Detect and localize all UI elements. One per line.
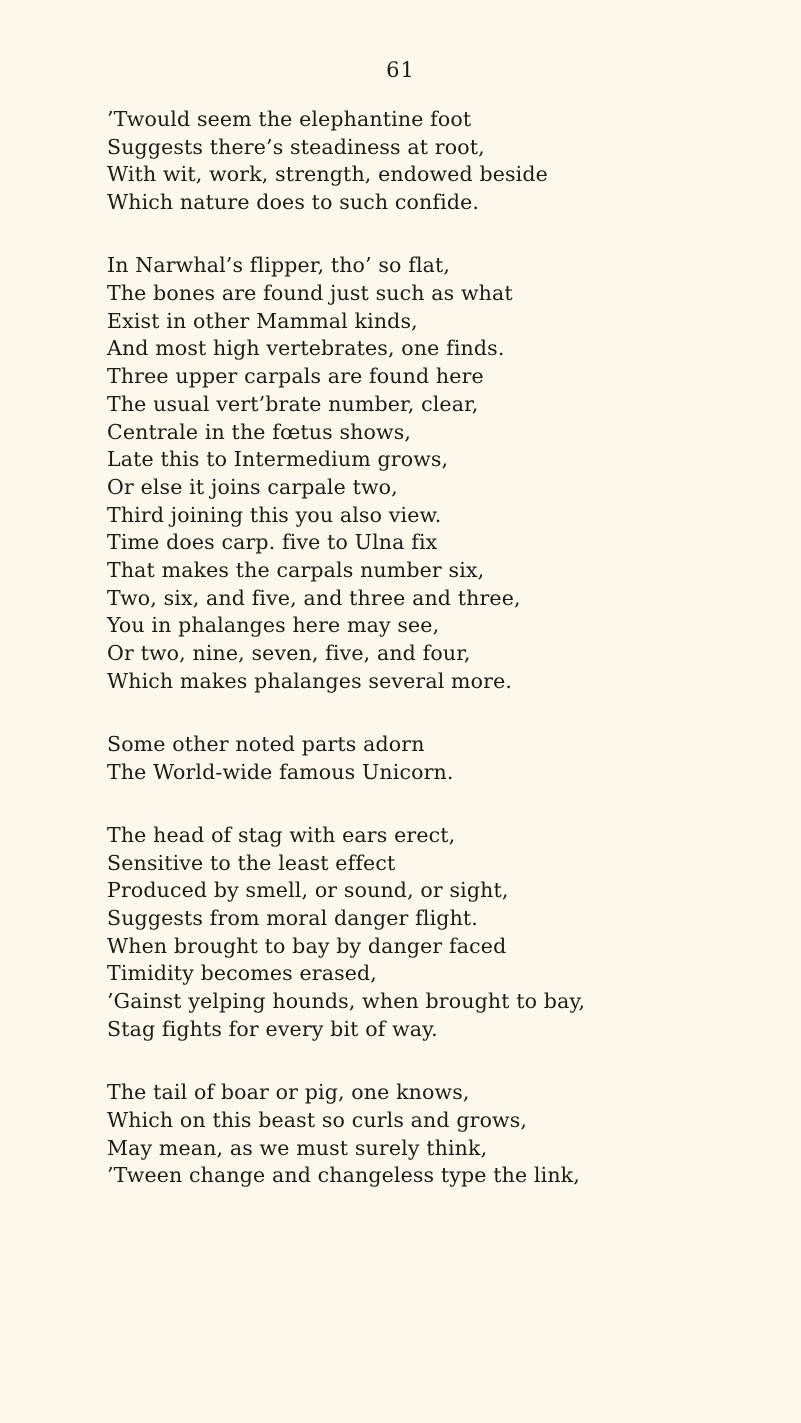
verse-line: Timidity becomes erased,: [107, 961, 377, 986]
verse-line: Two, six, and five, and three and three,: [107, 585, 521, 610]
page-number: 61: [386, 58, 415, 82]
verse-line: And most high vertebrates, one finds.: [107, 336, 505, 361]
verse-line: ’Tween change and changeless type the link,: [107, 1163, 580, 1188]
verse-line: Produced by smell, or sound, or sight,: [107, 878, 509, 903]
verse-line: When brought to bay by danger faced: [107, 933, 507, 958]
verse-line: Which makes phalanges several more.: [107, 668, 513, 693]
verse-line: ’Gainst yelping hounds, when brought to bay,: [107, 989, 586, 1014]
stanza: [107, 731, 797, 786]
verse-line: The usual vert’brate number, clear,: [107, 391, 479, 416]
verse-line: Or two, nine, seven, five, and four,: [107, 641, 471, 666]
verse-line: Late this to Intermedium grows,: [107, 447, 449, 472]
poem-body: [107, 106, 797, 1225]
verse-line: With wit, work, strength, endowed beside: [107, 162, 548, 187]
verse-line: The World-wide famous Unicorn.: [107, 759, 454, 784]
verse-line: Third joining this you also view.: [107, 502, 442, 527]
verse-line: The head of stag with ears erect,: [107, 822, 456, 847]
verse-line: Suggests there’s steadiness at root,: [107, 134, 485, 159]
verse-line: Which nature does to such confide.: [107, 190, 480, 215]
verse-line: The bones are found just such as what: [107, 281, 513, 306]
verse-line: The tail of boar or pig, one knows,: [107, 1080, 470, 1105]
verse-line: Stag fights for every bit of way.: [107, 1016, 438, 1041]
verse-line: ’Twould seem the elephantine foot: [107, 107, 472, 131]
stanza: [107, 252, 797, 695]
verse-line: May mean, as we must surely think,: [107, 1135, 488, 1160]
verse-line: Three upper carpals are found here: [107, 364, 484, 389]
verse-line: Or else it joins carpale two,: [107, 474, 398, 499]
verse-line: Some other noted parts adorn: [107, 732, 425, 757]
verse-line: Exist in other Mammal kinds,: [107, 308, 418, 333]
verse-line: That makes the carpals number six,: [107, 558, 485, 583]
verse-line: You in phalanges here may see,: [107, 613, 440, 638]
verse-line: Which on this beast so curls and grows,: [107, 1107, 528, 1132]
verse-line: Suggests from moral danger flight.: [107, 906, 478, 931]
stanza: [107, 106, 797, 217]
verse-line: In Narwhal’s flipper, tho’ so flat,: [107, 253, 451, 278]
verse-line: Sensitive to the least effect: [107, 850, 396, 875]
verse-line: Time does carp. five to Ulna fix: [107, 530, 438, 555]
stanza: [107, 822, 797, 1044]
stanza: [107, 1079, 797, 1190]
verse-line: Centrale in the fœtus shows,: [107, 419, 412, 444]
